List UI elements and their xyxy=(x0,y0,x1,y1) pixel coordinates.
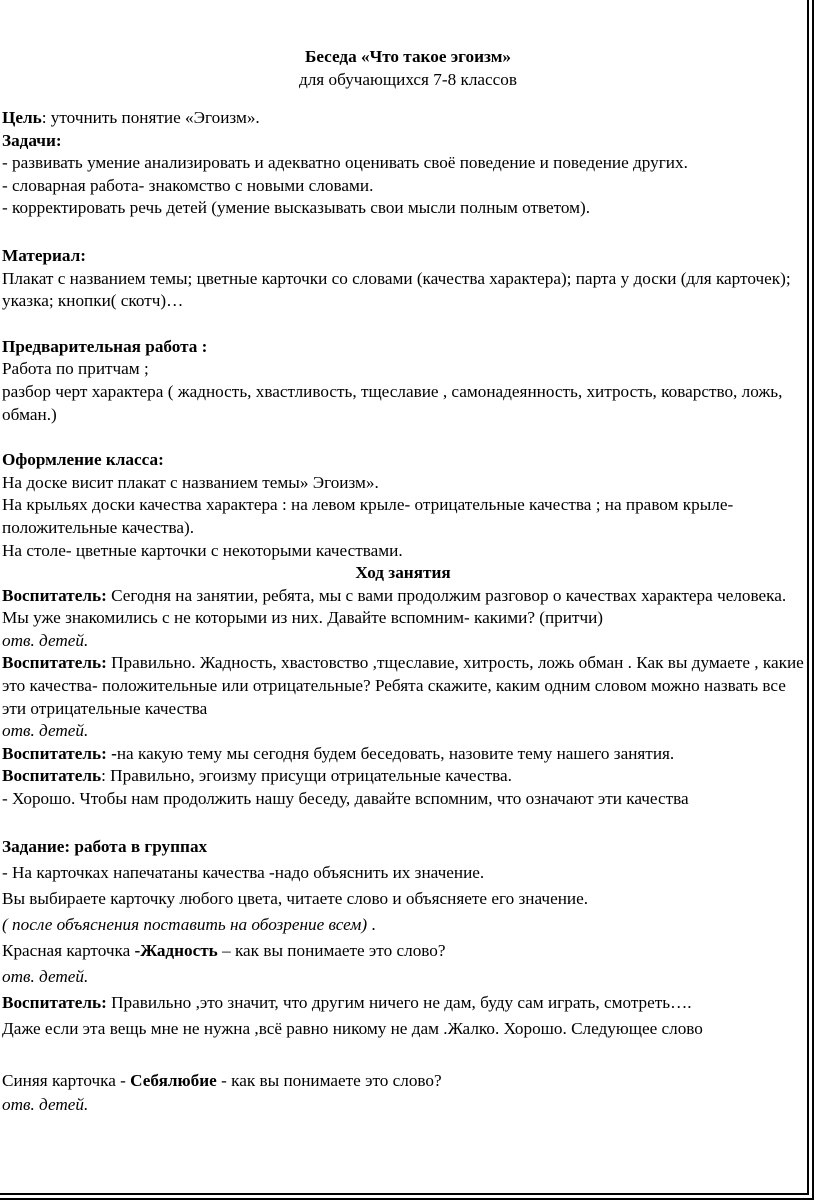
dialogue-paragraph: - Хорошо. Чтобы нам продолжить нашу беседу, давайте вспомним, что означают эти качества xyxy=(2,789,689,809)
goal-text: : уточнить понятие «Эгоизм». xyxy=(41,108,260,127)
tasks-label: Задачи: xyxy=(2,130,62,150)
preliminary-line: Работа по притчам ; xyxy=(2,359,149,379)
assignment-line: Вы выбираете карточку любого цвета, читаете слово и объясняете его значение. xyxy=(2,889,589,909)
document-title: Беседа «Что такое эгоизм» xyxy=(304,47,512,66)
task-item: - корректировать речь детей (умение высказывать свои мысли полным ответом). xyxy=(2,198,591,218)
red-card-prefix: Красная карточка xyxy=(2,941,135,961)
goal-line xyxy=(2,107,804,130)
dialogue-text: : Правильно, эгоизму присущи отрицательные качества. xyxy=(101,766,512,786)
blue-card-line xyxy=(2,1068,804,1094)
red-card-question: – как вы понимаете это слово? xyxy=(217,941,446,961)
document-subtitle: для обучающихся 7-8 классов xyxy=(298,70,517,89)
teacher-label: Воспитатель: xyxy=(2,743,107,763)
goal-label: Цель xyxy=(2,108,42,127)
children-answer: отв. детей. xyxy=(2,630,89,650)
dialogue-paragraph xyxy=(2,990,804,1016)
teacher-label: Воспитатель: xyxy=(2,993,107,1013)
assignment-note xyxy=(2,912,804,938)
material-text: Плакат с названием темы; цветные карточки со словами (качества характера); парта у доски (для карточек); указка; кнопки( скотч)… xyxy=(2,268,791,311)
blue-card-question: - как вы понимаете это слово? xyxy=(216,1071,442,1091)
dialogue-paragraph xyxy=(2,585,804,630)
teacher-label: Воспитатель: xyxy=(2,585,107,605)
material-label: Материал: xyxy=(2,245,87,265)
dialogue-paragraph xyxy=(2,743,804,766)
task-item: - словарная работа- знакомство с новыми словами. xyxy=(2,175,374,195)
decoration-line: На крыльях доски качества характера : на левом крыле- отрицательные качества ; на правом крыле- положительные качества). xyxy=(2,495,734,537)
teacher-label: Воспитатель xyxy=(2,766,102,786)
teacher-label: Воспитатель: xyxy=(2,653,107,673)
red-card-line xyxy=(2,938,804,964)
dialogue-paragraph xyxy=(2,765,804,788)
lesson-heading: Ход занятия xyxy=(355,563,451,583)
dialogue-text: Правильно. Жадность, хвастовство ,тщеславие, хитрость, ложь обман . Как вы думаете , какие это качества- положительные или отрицательные? Ребята скажите, каким одним словом можно назвать все эти отрицательные качества xyxy=(2,653,804,718)
preliminary-line: разбор черт характера ( жадность, хвастливость, тщеславие , самонадеянность, хитрость, коварство, ложь, обман.) xyxy=(2,381,783,424)
dash-mark: - xyxy=(106,743,117,763)
preliminary-label: Предварительная работа : xyxy=(2,336,208,356)
dialogue-paragraph xyxy=(2,652,804,720)
dialogue-text: на какую тему мы сегодня будем беседовать, назовите тему нашего занятия. xyxy=(116,743,675,763)
children-answer: отв. детей. xyxy=(2,1095,89,1115)
decoration-line: На доске висит плакат с названием темы» Эгоизм». xyxy=(2,472,379,492)
red-card-word: -Жадность xyxy=(134,941,218,961)
decoration-line: На столе- цветные карточки с некоторыми качествами. xyxy=(2,540,403,560)
dialogue-text: Правильно ,это значит, что другим ничего не дам, буду сам играть, смотреть…. xyxy=(106,993,692,1013)
assignment-label: Задание: работа в группах xyxy=(2,836,208,856)
decoration-label: Оформление класса: xyxy=(2,450,164,470)
assignment-note-tail: . xyxy=(367,915,376,935)
assignment-line: - На карточках напечатаны качества -надо объяснить их значение. xyxy=(2,863,485,883)
dialogue-paragraph: Даже если эта вещь мне не нужна ,всё равно никому не дам .Жалко. Хорошо. Следующее слово xyxy=(2,1019,703,1039)
dialogue-text: Сегодня на занятии, ребята, мы с вами продолжим разговор о качествах характера человека. Мы уже знакомились с не которыми из них. Давайте вспомним- какими? (притчи) xyxy=(2,585,787,628)
task-item: - развивать умение анализировать и адекватно оценивать своё поведение и поведение других. xyxy=(2,153,688,173)
blue-card-word: Себялюбие xyxy=(130,1071,217,1091)
children-answer: отв. детей. xyxy=(2,967,89,987)
assignment-note-italic: ( после объяснения поставить на обозрение всем) xyxy=(2,915,368,935)
document-body xyxy=(2,46,804,1117)
blue-card-prefix: Синяя карточка - xyxy=(2,1071,131,1091)
children-answer: отв. детей. xyxy=(2,721,89,741)
